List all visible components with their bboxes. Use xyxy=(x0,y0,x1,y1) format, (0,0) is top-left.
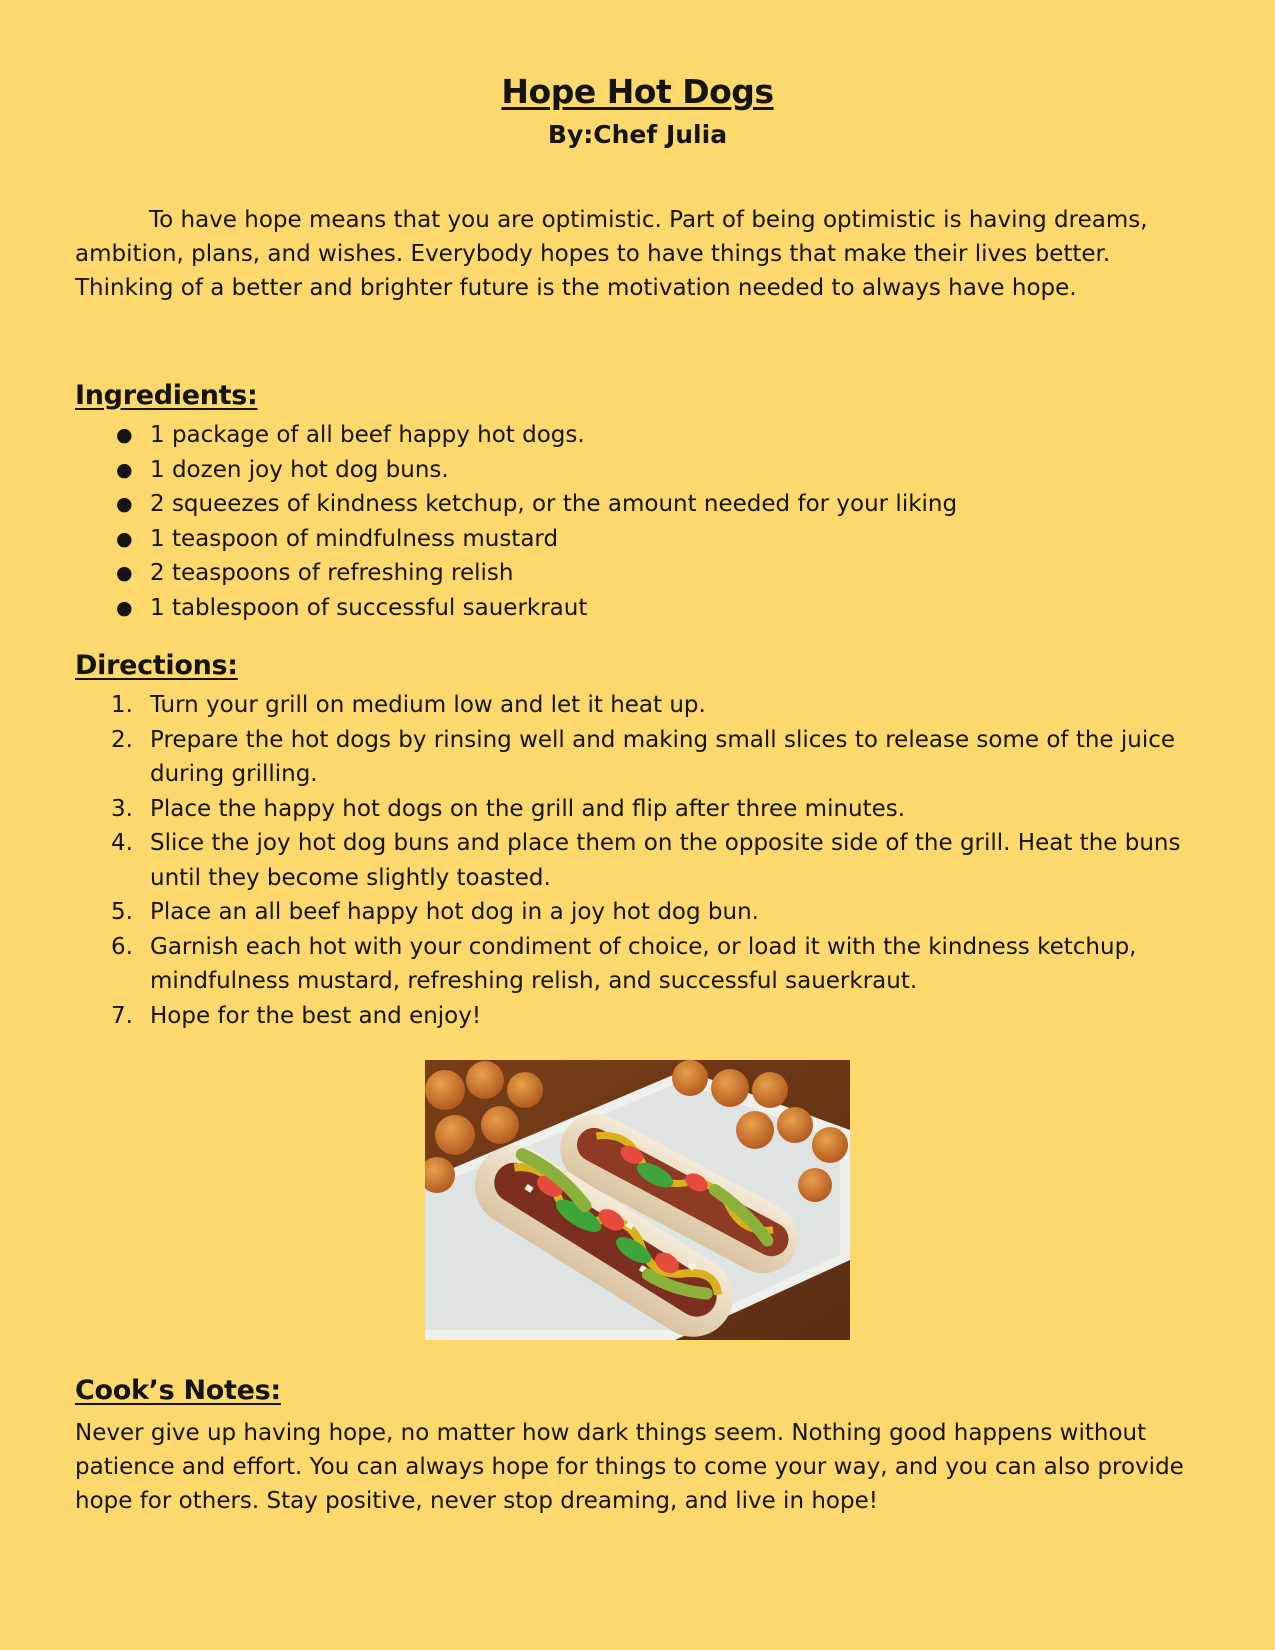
bullet-icon: ● xyxy=(116,527,133,550)
direction-step xyxy=(75,723,1195,792)
step-text: Slice the joy hot dog buns and place them on the opposite side of the grill. Heat the buns until they become slightly toasted. xyxy=(150,830,1181,891)
bullet-icon: ● xyxy=(116,562,133,584)
ingredients-heading: Ingredients: xyxy=(75,380,258,411)
ingredient-text: 1 package of all beef happy hot dogs. xyxy=(150,422,585,448)
direction-step xyxy=(75,688,1195,723)
step-number: 4. xyxy=(111,830,133,856)
direction-step xyxy=(75,999,1195,1034)
ingredient-item xyxy=(75,522,1190,557)
step-text: Place the happy hot dogs on the grill and flip after three minutes. xyxy=(150,795,906,822)
ingredient-text: 1 teaspoon of mindfulness mustard xyxy=(150,525,559,552)
cooks-notes-text: Never give up having hope, no matter how dark things seem. Nothing good happens without patience and effort. You can always hope for things to come your way, and you can also provide hope for others. Stay positive, never stop dreaming, and live in hope! xyxy=(75,1420,1184,1514)
step-number: 6. xyxy=(111,933,133,960)
step-number: 2. xyxy=(111,726,133,753)
bullet-icon: ● xyxy=(116,493,133,515)
ingredient-text: 1 dozen joy hot dog buns. xyxy=(150,456,449,483)
direction-step xyxy=(75,792,1195,827)
ingredient-item xyxy=(75,418,1190,453)
ingredient-text: 2 teaspoons of refreshing relish xyxy=(150,560,514,586)
step-text: Garnish each hot with your condiment of choice, or load it with the kindness ketchup, mindfulness mustard, refreshing relish, and successful sauerkraut. xyxy=(150,933,1137,994)
step-text: Prepare the hot dogs by rinsing well and making small slices to release some of the juice during grilling. xyxy=(150,726,1176,787)
direction-step xyxy=(75,930,1195,999)
direction-step xyxy=(75,826,1195,895)
intro-paragraph: To have hope means that you are optimistic. Part of being optimistic is having dreams, ambition, plans, and wishes. Everybody hopes to have things that make their lives better. Thinking of a better and brighter future is the motivation needed to always have hope. xyxy=(75,207,1148,301)
hot-dog-photo xyxy=(425,1060,850,1340)
step-number: 1. xyxy=(111,692,133,718)
ingredient-text: 1 tablespoon of successful sauerkraut xyxy=(150,594,588,621)
cooks-notes-heading: Cook’s Notes: xyxy=(75,1375,281,1406)
step-number: 3. xyxy=(111,795,133,822)
step-text: Turn your grill on medium low and let it heat up. xyxy=(150,692,706,718)
step-number: 7. xyxy=(111,1002,133,1029)
directions-list xyxy=(75,688,1195,1033)
step-text: Place an all beef happy hot dog in a joy hot dog bun. xyxy=(150,899,759,925)
bullet-icon: ● xyxy=(116,596,133,619)
ingredients-list xyxy=(75,418,1190,625)
recipe-byline: By:Chef Julia xyxy=(547,120,728,149)
recipe-title: Hope Hot Dogs xyxy=(501,72,774,111)
ingredient-item xyxy=(75,453,1190,488)
step-number: 5. xyxy=(111,899,133,925)
ingredient-item xyxy=(75,487,1190,522)
bullet-icon: ● xyxy=(116,424,133,446)
step-text: Hope for the best and enjoy! xyxy=(150,1002,482,1029)
direction-step xyxy=(75,895,1195,930)
ingredient-text: 2 squeezes of kindness ketchup, or the amount needed for your liking xyxy=(150,491,958,517)
ingredient-item xyxy=(75,591,1190,626)
directions-heading: Directions: xyxy=(75,650,238,681)
bullet-icon: ● xyxy=(116,458,133,481)
ingredient-item xyxy=(75,556,1190,591)
